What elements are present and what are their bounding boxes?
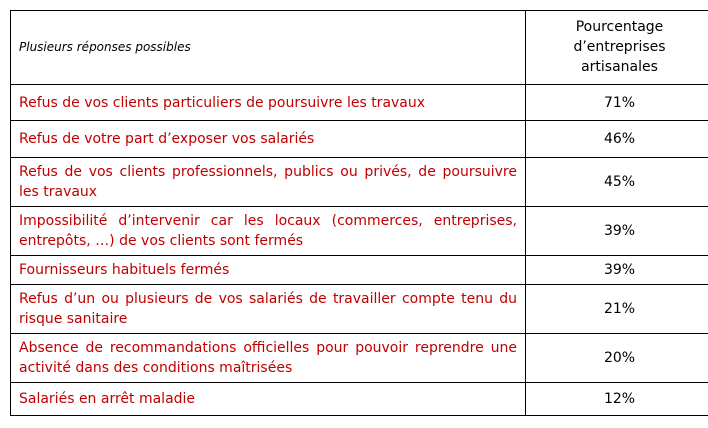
table-row — [11, 334, 708, 383]
header-row — [11, 11, 708, 85]
row-percentage: 39% — [526, 207, 708, 256]
survey-table — [10, 10, 708, 416]
row-percentage: 20% — [526, 334, 708, 383]
row-percentage: 39% — [526, 256, 708, 285]
row-percentage: 71% — [526, 84, 708, 121]
table-row — [11, 121, 708, 158]
header-percentage-column — [526, 11, 708, 85]
table-row — [11, 84, 708, 121]
row-percentage: 45% — [526, 158, 708, 207]
table-row — [11, 285, 708, 334]
row-label: Refus de vos clients professionnels, publics ou privés, de poursuivre les travaux — [11, 158, 526, 207]
row-percentage: 12% — [526, 383, 708, 416]
header-title-line: artisanales — [581, 59, 658, 76]
row-percentage: 46% — [526, 121, 708, 158]
row-percentage: 21% — [526, 285, 708, 334]
row-label: Refus de votre part d’exposer vos salariés — [11, 121, 526, 158]
table-row — [11, 207, 708, 256]
table-row — [11, 383, 708, 416]
table-row — [11, 158, 708, 207]
row-label: Absence de recommandations officielles pour pouvoir reprendre une activité dans des conditions maîtrisées — [11, 334, 526, 383]
row-label: Refus de vos clients particuliers de poursuivre les travaux — [11, 84, 526, 121]
header-title-line: Pourcentage — [575, 19, 664, 36]
table-row — [11, 256, 708, 285]
header-title-line: d’entreprises — [573, 39, 666, 56]
row-label: Fournisseurs habituels fermés — [11, 256, 526, 285]
row-label: Refus d’un ou plusieurs de vos salariés de travailler compte tenu du risque sanitaire — [11, 285, 526, 334]
row-label: Salariés en arrêt maladie — [11, 383, 526, 416]
row-label: Impossibilité d’intervenir car les locaux (commerces, entreprises, entrepôts, …) de vos clients sont fermés — [11, 207, 526, 256]
header-note: Plusieurs réponses possibles — [11, 11, 526, 85]
